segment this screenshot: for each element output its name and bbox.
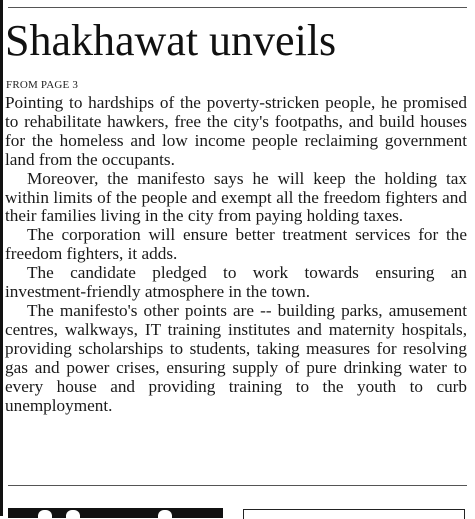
cropped-glyph	[158, 510, 172, 518]
article-paragraph: The manifesto's other points are -- building parks, amusement centres, walkways, IT training institutes and maternity hospitals, providing scholarships to students, taking measures for resolving gas and power crises, ensuring supply of pure drinking water to every house and providing training to the youth to curb unemployment.	[5, 300, 467, 415]
cropped-glyph	[66, 510, 80, 518]
top-divider	[8, 7, 467, 8]
headline: Shakhawat unveils	[5, 16, 337, 65]
article-paragraph: Moreover, the manifesto says he will keep the holding tax within limits of the people and exempt all the freedom fighters and their families living in the city from paying holding taxes.	[5, 168, 467, 226]
page-left-border	[0, 0, 3, 516]
article-paragraph: Pointing to hardships of the poverty-stricken people, he promised to rehabilitate hawkers, free the city's footpaths, and build houses for the homeless and low income people reclaiming government land from the occupants.	[5, 93, 467, 169]
bottom-divider	[8, 485, 467, 486]
article-paragraph: The candidate pledged to work towards ensuring an investment-friendly atmosphere in the town.	[5, 263, 467, 302]
dateline: FROM PAGE 3	[6, 79, 79, 91]
cropped-glyph	[38, 510, 52, 518]
article-paragraph: The corporation will ensure better treatment services for the freedom fighters, it adds.	[5, 225, 467, 264]
article-body	[5, 94, 467, 415]
next-article-heading-cropped	[8, 508, 223, 518]
next-article-box-cropped	[243, 509, 465, 519]
